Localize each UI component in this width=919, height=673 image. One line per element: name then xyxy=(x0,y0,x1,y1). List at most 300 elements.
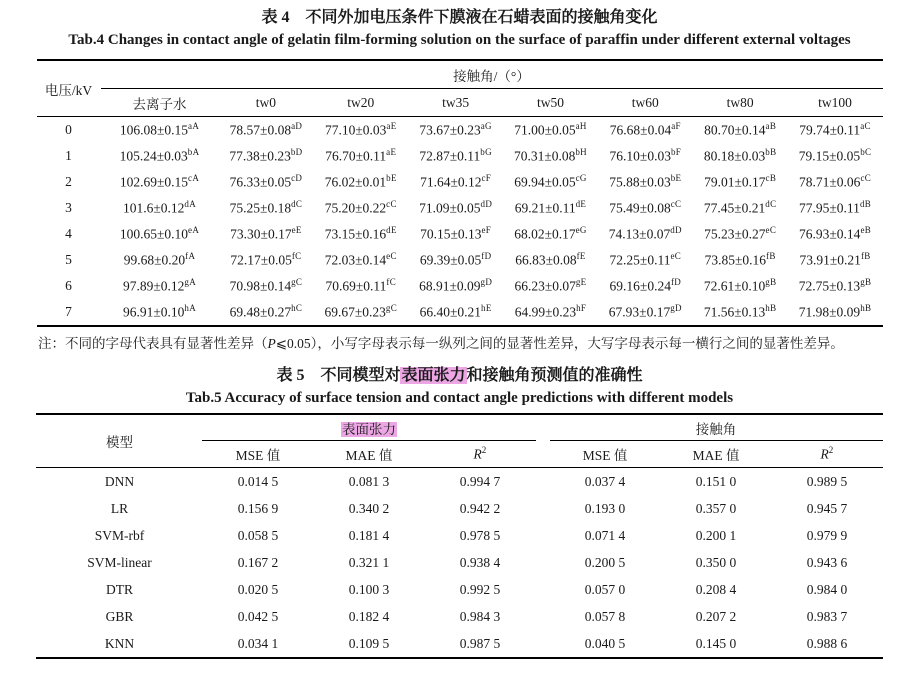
measurement-cell xyxy=(101,247,219,273)
metric-cell: 0.109 5 xyxy=(348,635,390,651)
significance-letters: eC xyxy=(670,251,682,262)
measurement-cell xyxy=(788,169,883,195)
measurement-cell xyxy=(219,143,314,169)
model-cell: GBR xyxy=(105,608,134,624)
contact-angle-group-header: 接触角 xyxy=(550,414,883,441)
voltage-cell: 3 xyxy=(65,200,72,215)
significance-letters: bE xyxy=(386,173,397,184)
cell-value: 73.91±0.21 xyxy=(799,252,861,268)
table-row xyxy=(37,117,883,144)
table-row xyxy=(36,576,882,603)
cell-value: 73.30±0.17 xyxy=(230,226,292,242)
significance-letters: aA xyxy=(188,121,200,132)
spacer-cell xyxy=(536,603,550,630)
highlighted-text: 表面张力 xyxy=(342,421,396,437)
significance-letters: bF xyxy=(670,147,682,158)
table5-header xyxy=(36,414,882,468)
significance-letters: aD xyxy=(291,121,303,132)
measurement-cell xyxy=(408,247,503,273)
footnote-p-symbol: P xyxy=(267,336,276,351)
column-header: MAE 值 xyxy=(661,441,772,468)
superscript: 2 xyxy=(828,445,834,456)
significance-letters: hE xyxy=(481,303,492,314)
column-header-deionized-water: 去离子水 xyxy=(101,89,219,117)
cell-value: 69.67±0.23 xyxy=(324,304,386,320)
significance-letters: hF xyxy=(576,303,587,314)
metric-cell: 0.058 5 xyxy=(237,527,279,543)
table4-group-row xyxy=(37,60,883,89)
measurement-cell xyxy=(219,299,314,326)
contact-angle-group-header: 接触角/（°） xyxy=(101,60,883,89)
cell-value: 99.68±0.20 xyxy=(123,252,186,268)
significance-letters: fC xyxy=(386,277,397,288)
metric-cell: 0.945 7 xyxy=(806,500,848,516)
metric-cell: 0.979 9 xyxy=(806,527,848,543)
metric-cell: 0.200 1 xyxy=(695,527,737,543)
measurement-cell xyxy=(503,143,598,169)
cell-value: 77.45±0.21 xyxy=(703,200,766,216)
significance-letters: aF xyxy=(671,121,681,132)
voltage-cell: 4 xyxy=(65,226,72,241)
model-cell: SVM-linear xyxy=(87,554,152,570)
metric-cell: 0.037 4 xyxy=(584,473,626,489)
significance-letters: eF xyxy=(481,225,492,236)
table-row xyxy=(37,299,883,326)
surface-tension-group-header xyxy=(202,414,535,441)
measurement-cell xyxy=(788,247,883,273)
metric-cell: 0.989 5 xyxy=(806,473,848,489)
metric-cell: 0.994 7 xyxy=(459,473,501,489)
significance-letters: fB xyxy=(860,251,871,262)
measurement-cell xyxy=(408,299,503,326)
measurement-cell xyxy=(788,273,883,299)
significance-letters: fC xyxy=(291,251,302,262)
cell-value: 77.95±0.11 xyxy=(799,200,860,216)
significance-letters: cC xyxy=(860,173,872,184)
table-row xyxy=(36,522,882,549)
measurement-cell xyxy=(693,247,788,273)
significance-letters: bH xyxy=(575,147,587,158)
significance-letters: fD xyxy=(670,277,682,288)
spacer-cell xyxy=(536,576,550,603)
cell-value: 77.10±0.03 xyxy=(325,122,387,138)
cell-value: 69.39±0.05 xyxy=(419,252,482,268)
cell-value: 106.08±0.15 xyxy=(119,122,189,138)
significance-letters: eC xyxy=(386,251,397,262)
cell-value: 79.15±0.05 xyxy=(798,148,861,164)
cell-value: 70.31±0.08 xyxy=(513,148,576,164)
measurement-cell xyxy=(408,195,503,221)
measurement-cell xyxy=(503,117,598,144)
cell-value: 75.49±0.08 xyxy=(609,200,671,216)
voltage-cell: 7 xyxy=(65,304,72,319)
metric-cell: 0.321 1 xyxy=(348,554,390,570)
cell-value: 69.48±0.27 xyxy=(229,304,292,320)
significance-letters: cF xyxy=(481,173,492,184)
table5-model-accuracy xyxy=(36,413,882,659)
spacer-cell xyxy=(536,630,550,658)
metric-cell: 0.208 4 xyxy=(695,581,737,597)
cell-value: 105.24±0.03 xyxy=(119,148,188,164)
metric-cell: 0.207 2 xyxy=(695,608,737,624)
metric-cell: 0.145 0 xyxy=(695,635,737,651)
cell-value: 76.68±0.04 xyxy=(609,122,672,138)
significance-letters: gD xyxy=(670,303,682,314)
cell-value: 102.69±0.15 xyxy=(119,174,189,190)
measurement-cell xyxy=(503,195,598,221)
metric-cell: 0.992 5 xyxy=(459,581,501,597)
significance-letters: eC xyxy=(765,225,777,236)
table5-title-zh xyxy=(0,366,919,386)
voltage-cell: 6 xyxy=(65,278,72,293)
measurement-cell xyxy=(313,195,408,221)
cell-value: 66.40±0.21 xyxy=(419,304,482,320)
measurement-cell xyxy=(788,117,883,144)
cell-value: 80.18±0.03 xyxy=(703,148,766,164)
cell-value: 71.56±0.13 xyxy=(703,304,766,320)
measurement-cell xyxy=(101,273,219,299)
table5-body xyxy=(36,468,882,659)
voltage-cell: 0 xyxy=(65,122,72,137)
measurement-cell xyxy=(313,247,408,273)
measurement-cell xyxy=(313,273,408,299)
metric-cell: 0.181 4 xyxy=(348,527,390,543)
column-header xyxy=(772,441,883,468)
cell-value: 73.15±0.16 xyxy=(324,226,387,242)
significance-letters: dD xyxy=(670,225,682,236)
cell-value: 76.70±0.11 xyxy=(325,148,387,164)
measurement-cell xyxy=(101,143,219,169)
cell-value: 70.69±0.11 xyxy=(325,278,387,294)
table-row xyxy=(36,630,882,658)
cell-value: 71.09±0.05 xyxy=(419,200,481,216)
measurement-cell xyxy=(788,299,883,326)
column-header: MSE 值 xyxy=(550,441,661,468)
cell-value: 75.20±0.22 xyxy=(324,200,387,216)
cell-value: 74.13±0.07 xyxy=(608,226,671,242)
table-row xyxy=(37,221,883,247)
metric-cell: 0.983 7 xyxy=(806,608,848,624)
significance-letters: gD xyxy=(480,277,493,288)
measurement-cell xyxy=(408,143,503,169)
measurement-cell xyxy=(503,247,598,273)
metric-cell: 0.942 2 xyxy=(459,500,501,516)
table-row xyxy=(37,273,883,299)
table4-title-en: Tab.4 Changes in contact angle of gelatin film-forming solution on the surface of paraffin under different external voltages xyxy=(68,32,851,48)
cell-value: 72.87±0.11 xyxy=(419,148,481,164)
metric-cell: 0.193 0 xyxy=(584,500,626,516)
spacer-cell xyxy=(536,549,550,576)
significance-letters: dC xyxy=(291,199,303,210)
significance-letters: fD xyxy=(481,251,492,262)
significance-letters: bE xyxy=(670,173,682,184)
metric-cell: 0.156 9 xyxy=(237,500,279,516)
significance-letters: dE xyxy=(386,225,397,236)
measurement-cell xyxy=(219,117,314,144)
cell-value: 68.91±0.09 xyxy=(419,278,481,294)
significance-letters: dD xyxy=(480,199,493,210)
metric-cell: 0.200 5 xyxy=(584,554,626,570)
model-column-header: 模型 xyxy=(36,414,202,468)
significance-letters: dA xyxy=(184,199,197,210)
table5-title-en: Tab.5 Accuracy of surface tension and contact angle predictions with different models xyxy=(185,390,734,406)
table4-title-zh: 表 4 不同外加电压条件下膜液在石蜡表面的接触角变化 xyxy=(261,9,658,26)
voltage-cell: 2 xyxy=(65,174,72,189)
title-text: 表 5 不同模型对 xyxy=(276,367,401,384)
metric-cell: 0.071 4 xyxy=(584,527,626,543)
cell-value: 70.15±0.13 xyxy=(420,226,482,242)
significance-letters: fA xyxy=(185,251,196,262)
table4-body xyxy=(37,117,883,327)
spacer-cell xyxy=(536,522,550,549)
table-row xyxy=(37,169,883,195)
measurement-cell xyxy=(408,273,503,299)
cell-value: 68.02±0.17 xyxy=(514,226,576,242)
cell-value: 76.10±0.03 xyxy=(609,148,671,164)
cell-value: 70.98±0.14 xyxy=(229,278,292,294)
measurement-cell xyxy=(219,195,314,221)
measurement-cell xyxy=(598,221,693,247)
measurement-cell xyxy=(693,221,788,247)
column-header-tw20: tw20 xyxy=(313,89,408,117)
measurement-cell xyxy=(598,143,693,169)
cell-value: 75.88±0.03 xyxy=(609,174,671,190)
significance-letters: aC xyxy=(860,121,871,132)
significance-letters: aB xyxy=(765,121,777,132)
highlighted-text: 表面张力 xyxy=(401,367,466,384)
cell-value: 78.71±0.06 xyxy=(799,174,861,190)
metric-cell: 0.984 0 xyxy=(806,581,848,597)
italic-symbol: R xyxy=(473,446,482,462)
measurement-cell xyxy=(408,221,503,247)
cell-value: 71.00±0.05 xyxy=(514,122,576,138)
measurement-cell xyxy=(788,221,883,247)
table-row xyxy=(37,195,883,221)
measurement-cell xyxy=(693,169,788,195)
cell-value: 73.85±0.16 xyxy=(704,252,767,268)
measurement-cell xyxy=(219,221,314,247)
cell-value: 97.89±0.12 xyxy=(122,278,185,294)
significance-letters: hB xyxy=(860,303,872,314)
cell-value: 76.93±0.14 xyxy=(799,226,861,242)
measurement-cell xyxy=(101,117,219,144)
metric-cell: 0.167 2 xyxy=(237,554,279,570)
cell-value: 75.25±0.18 xyxy=(229,200,292,216)
model-cell: DTR xyxy=(105,581,133,597)
metric-cell: 0.988 6 xyxy=(806,635,848,651)
cell-value: 66.83±0.08 xyxy=(515,252,577,268)
table-row xyxy=(36,495,882,522)
significance-letters: bB xyxy=(765,147,777,158)
metric-cell: 0.151 0 xyxy=(695,473,737,489)
measurement-cell xyxy=(219,247,314,273)
measurement-cell xyxy=(101,169,219,195)
significance-letters: dC xyxy=(765,199,777,210)
table4-footnote xyxy=(38,335,919,353)
significance-letters: cD xyxy=(291,173,303,184)
metric-cell: 0.340 2 xyxy=(348,500,390,516)
metric-cell: 0.034 1 xyxy=(237,635,279,651)
measurement-cell xyxy=(313,299,408,326)
significance-letters: aE xyxy=(386,147,397,158)
cell-value: 76.02±0.01 xyxy=(324,174,387,190)
cell-value: 101.6±0.12 xyxy=(122,200,185,216)
cell-value: 69.21±0.11 xyxy=(514,200,576,216)
cell-value: 64.99±0.23 xyxy=(514,304,577,320)
table-row xyxy=(37,143,883,169)
measurement-cell xyxy=(598,117,693,144)
measurement-cell xyxy=(313,117,408,144)
metric-cell: 0.040 5 xyxy=(584,635,626,651)
table-row xyxy=(36,603,882,630)
measurement-cell xyxy=(219,273,314,299)
significance-letters: cB xyxy=(765,173,777,184)
cell-value: 72.25±0.11 xyxy=(609,252,671,268)
measurement-cell xyxy=(693,195,788,221)
model-cell: DNN xyxy=(104,473,135,489)
table-row xyxy=(36,549,882,576)
model-cell: SVM-rbf xyxy=(94,527,145,543)
cell-value: 77.38±0.23 xyxy=(229,148,291,164)
measurement-cell xyxy=(693,143,788,169)
measurement-cell xyxy=(598,195,693,221)
measurement-cell xyxy=(313,169,408,195)
significance-letters: bA xyxy=(187,147,200,158)
significance-letters: gB xyxy=(765,277,777,288)
measurement-cell xyxy=(503,221,598,247)
cell-value: 73.67±0.23 xyxy=(419,122,481,138)
significance-letters: fE xyxy=(576,251,586,262)
significance-letters: bD xyxy=(290,147,303,158)
column-header-tw80: tw80 xyxy=(693,89,788,117)
significance-letters: bC xyxy=(860,147,872,158)
metric-cell: 0.057 0 xyxy=(584,581,626,597)
voltage-column-header: 电压/kV xyxy=(37,60,101,117)
cell-value: 80.70±0.14 xyxy=(704,122,766,138)
column-header: MAE 值 xyxy=(313,441,424,468)
significance-letters: gB xyxy=(860,277,872,288)
cell-value: 79.01±0.17 xyxy=(704,174,766,190)
metric-cell: 0.081 3 xyxy=(348,473,390,489)
column-header-tw60: tw60 xyxy=(598,89,693,117)
metric-cell: 0.943 6 xyxy=(806,554,848,570)
cell-value: 76.33±0.05 xyxy=(229,174,292,190)
table4-subheader-row xyxy=(37,89,883,117)
cell-value: 96.91±0.10 xyxy=(122,304,185,320)
cell-value: 66.23±0.07 xyxy=(514,278,576,294)
title-text: 和接触角预测值的准确性 xyxy=(466,367,643,384)
column-header-tw100: tw100 xyxy=(788,89,883,117)
significance-letters: cG xyxy=(575,173,587,184)
table5-group-row xyxy=(36,414,882,441)
cell-value: 78.57±0.08 xyxy=(229,122,292,138)
metric-cell: 0.100 3 xyxy=(348,581,390,597)
spacer-cell xyxy=(536,495,550,522)
significance-letters: eB xyxy=(860,225,872,236)
metric-cell: 0.014 5 xyxy=(237,473,279,489)
measurement-cell xyxy=(503,273,598,299)
table-row xyxy=(36,468,882,496)
measurement-cell xyxy=(313,143,408,169)
table-row xyxy=(37,247,883,273)
significance-letters: gE xyxy=(575,277,587,288)
significance-letters: aE xyxy=(386,121,397,132)
column-header: MSE 值 xyxy=(202,441,313,468)
cell-value: 72.61±0.10 xyxy=(703,278,766,294)
measurement-cell xyxy=(788,143,883,169)
table4-header xyxy=(37,60,883,117)
model-cell: LR xyxy=(110,500,129,516)
significance-letters: hB xyxy=(765,303,777,314)
model-cell: KNN xyxy=(104,635,135,651)
group-spacer xyxy=(536,414,550,468)
metric-cell: 0.182 4 xyxy=(348,608,390,624)
column-header-tw50: tw50 xyxy=(503,89,598,117)
measurement-cell xyxy=(219,169,314,195)
metric-cell: 0.978 5 xyxy=(459,527,501,543)
voltage-cell: 1 xyxy=(65,148,72,163)
cell-value: 79.74±0.11 xyxy=(799,122,861,138)
measurement-cell xyxy=(101,221,219,247)
cell-value: 75.23±0.27 xyxy=(704,226,766,242)
measurement-cell xyxy=(788,195,883,221)
significance-letters: eA xyxy=(188,225,200,236)
measurement-cell xyxy=(598,273,693,299)
metric-cell: 0.350 0 xyxy=(695,554,737,570)
significance-letters: hC xyxy=(291,303,303,314)
measurement-cell xyxy=(503,169,598,195)
metric-cell: 0.938 4 xyxy=(459,554,501,570)
cell-value: 72.03±0.14 xyxy=(324,252,387,268)
metric-cell: 0.357 0 xyxy=(695,500,737,516)
significance-letters: aG xyxy=(480,121,492,132)
column-header-tw35: tw35 xyxy=(408,89,503,117)
metric-cell: 0.057 8 xyxy=(584,608,626,624)
significance-letters: hA xyxy=(184,303,197,314)
significance-letters: eG xyxy=(575,225,587,236)
significance-letters: dB xyxy=(859,199,872,210)
measurement-cell xyxy=(408,169,503,195)
significance-letters: cA xyxy=(188,173,200,184)
measurement-cell xyxy=(101,299,219,326)
measurement-cell xyxy=(693,273,788,299)
measurement-cell xyxy=(598,247,693,273)
spacer-cell xyxy=(536,468,550,496)
measurement-cell xyxy=(598,169,693,195)
italic-symbol: R xyxy=(820,446,829,462)
cell-value: 72.75±0.13 xyxy=(798,278,861,294)
significance-letters: eE xyxy=(291,225,302,236)
measurement-cell xyxy=(313,221,408,247)
metric-cell: 0.987 5 xyxy=(459,635,501,651)
significance-letters: cC xyxy=(386,199,397,210)
measurement-cell xyxy=(693,299,788,326)
significance-letters: gC xyxy=(291,277,303,288)
cell-value: 71.64±0.12 xyxy=(420,174,482,190)
metric-cell: 0.042 5 xyxy=(237,608,279,624)
measurement-cell xyxy=(693,117,788,144)
metric-cell: 0.984 3 xyxy=(459,608,501,624)
cell-value: 69.16±0.24 xyxy=(609,278,671,294)
cell-value: 71.98±0.09 xyxy=(798,304,861,320)
significance-letters: gC xyxy=(385,303,398,314)
measurement-cell xyxy=(101,195,219,221)
measurement-cell xyxy=(598,299,693,326)
cell-value: 72.17±0.05 xyxy=(230,252,292,268)
cell-value: 100.65±0.10 xyxy=(119,226,189,242)
table4-contact-angle xyxy=(37,59,883,327)
superscript: 2 xyxy=(481,445,487,456)
